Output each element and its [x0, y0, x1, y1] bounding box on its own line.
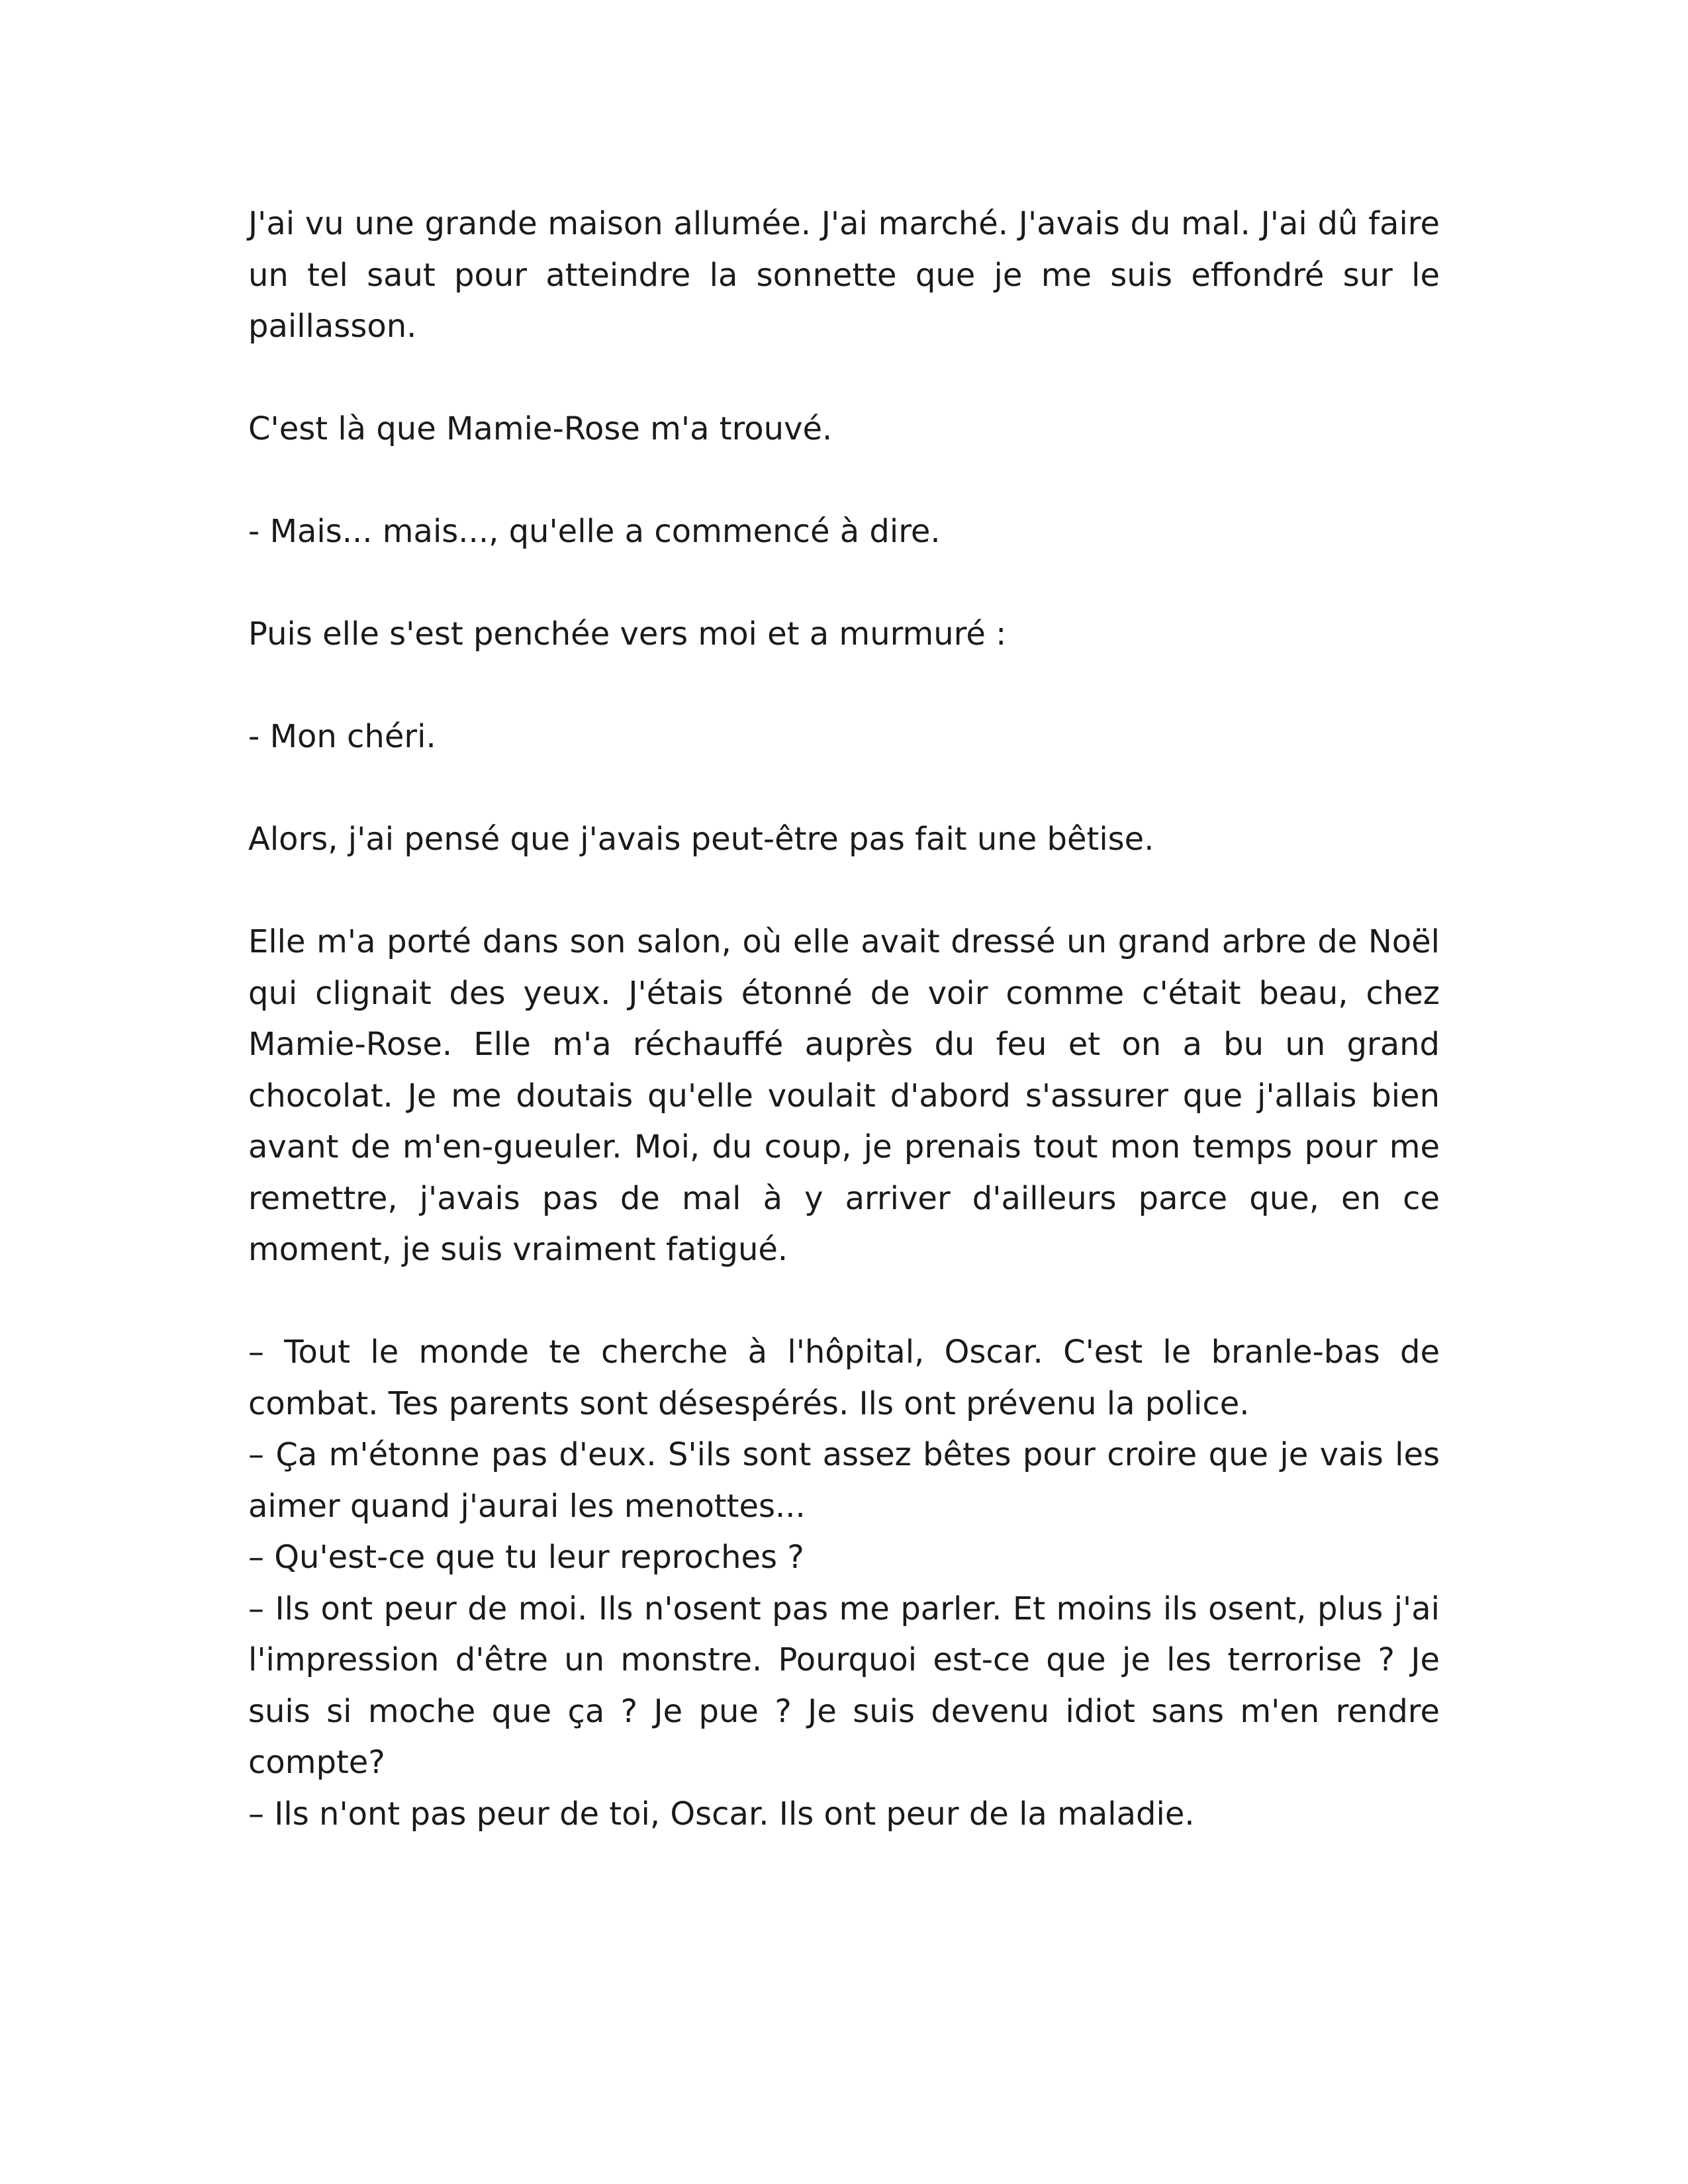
- paragraph-arrival: J'ai vu une grande maison allumée. J'ai marché. J'avais du mal. J'ai dû faire un tel saut pour atteindre la sonnette que je me suis effondré sur le paillasson.: [248, 205, 1440, 345]
- paragraph-cheri: - Mon chéri.: [248, 718, 436, 755]
- dialogue-line: – Tout le monde te cherche à l'hôpital, Oscar. C'est le branle-bas de combat. Tes parents sont désespérés. Ils ont prévenu la police.: [248, 1334, 1440, 1422]
- paragraph-gap: [248, 866, 1440, 917]
- body-text: [248, 199, 1440, 1840]
- dialogue-line: – Qu'est-ce que tu leur reproches ?: [248, 1539, 804, 1576]
- paragraph-mais: - Mais... mais..., qu'elle a commencé à dire.: [248, 513, 941, 550]
- paragraph-gap: [248, 660, 1440, 712]
- paragraph-found: C'est là que Mamie-Rose m'a trouvé.: [248, 410, 833, 447]
- paragraph-gap: [248, 1276, 1440, 1328]
- paragraph-murmur: Puis elle s'est penchée vers moi et a murmuré :: [248, 615, 1007, 653]
- dialogue-line: – Ils n'ont pas peur de toi, Oscar. Ils ont peur de la maladie.: [248, 1795, 1195, 1833]
- dialogue-line: – Ils ont peur de moi. Ils n'osent pas me parler. Et moins ils osent, plus j'ai l'impression d'être un monstre. Pourquoi est-ce que je les terrorise ? Je suis si moche que ça ? Je pue ? Je suis devenu idiot sans m'en rendre compte?: [248, 1590, 1440, 1781]
- paragraph-betise: Alors, j'ai pensé que j'avais peut-être pas fait une bêtise.: [248, 821, 1154, 858]
- paragraph-gap: [248, 558, 1440, 610]
- paragraph-gap: [248, 763, 1440, 815]
- paragraph-salon: Elle m'a porté dans son salon, où elle avait dressé un grand arbre de Noël qui clignait des yeux. J'étais étonné de voir comme c'était beau, chez Mamie-Rose. Elle m'a réchauffé auprès du feu et on a bu un grand chocolat. Je me doutais qu'elle voulait d'abord s'assurer que j'allais bien avant de m'en-gueuler. Moi, du coup, je prenais tout mon temps pour me remettre, j'avais pas de mal à y arriver d'ailleurs parce que, en ce moment, je suis vraiment fatigué.: [248, 923, 1440, 1268]
- paragraph-gap: [248, 455, 1440, 507]
- dialogue-line: – Ça m'étonne pas d'eux. S'ils sont assez bêtes pour croire que je vais les aimer quand j'aurai les menottes...: [248, 1436, 1440, 1525]
- paragraph-gap: [248, 353, 1440, 404]
